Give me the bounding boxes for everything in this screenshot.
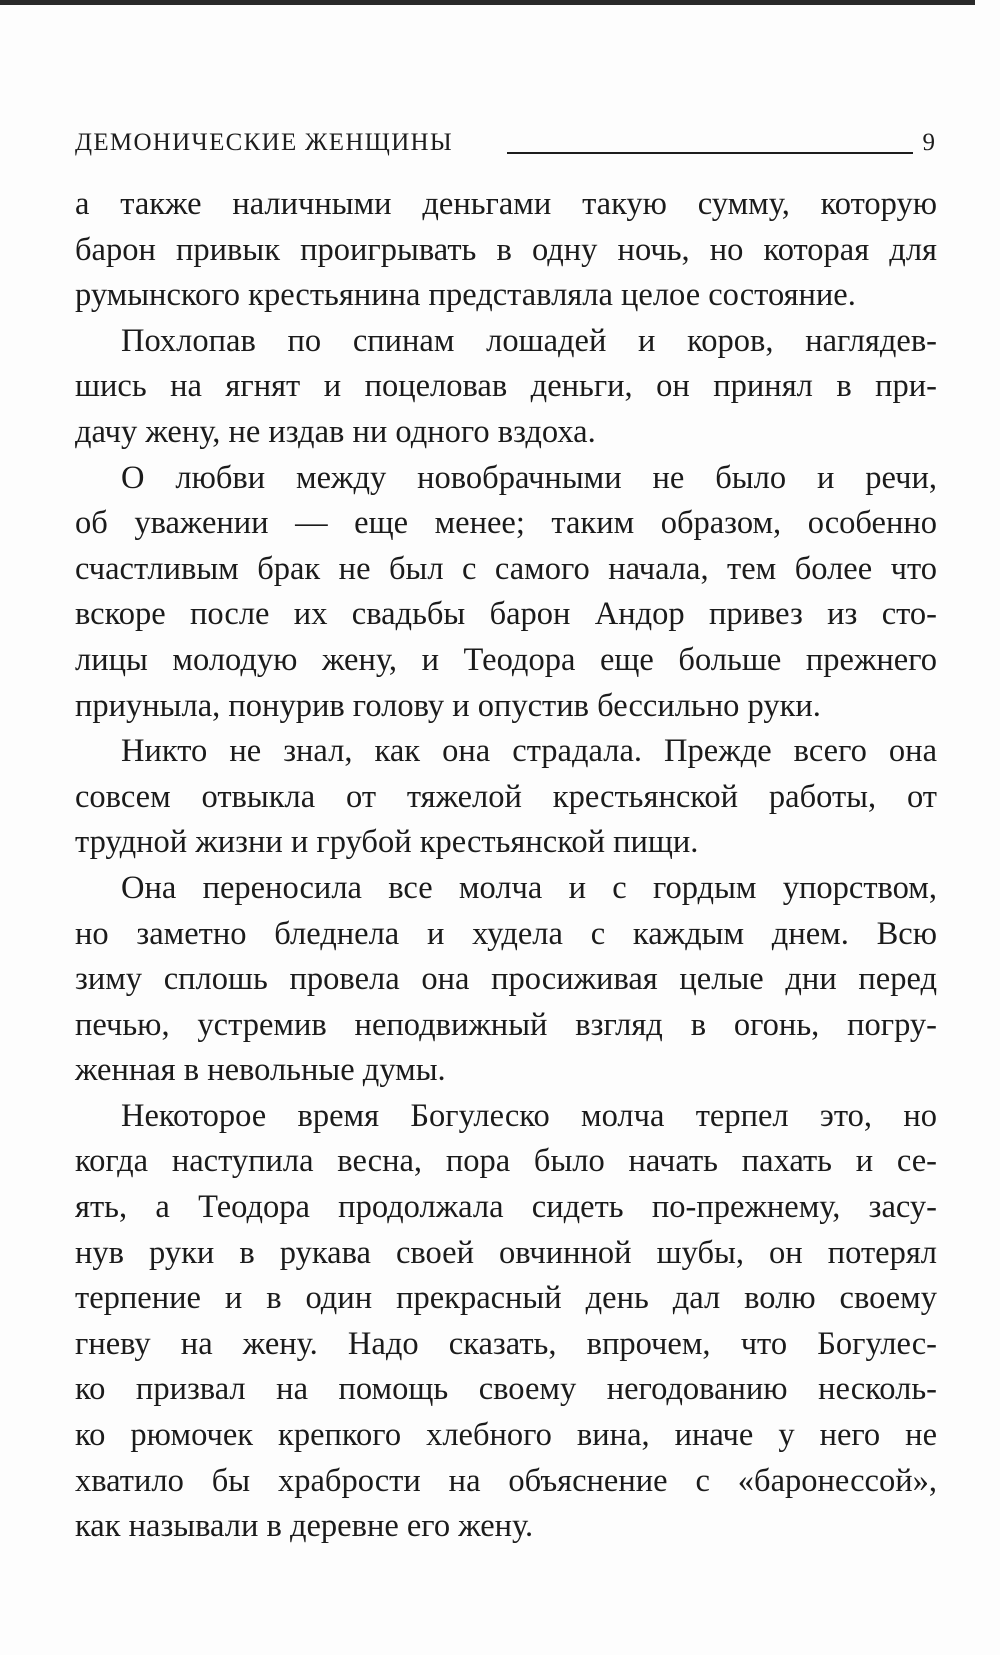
text-line: зиму сплошь провела она просиживая целые дни перед	[75, 961, 937, 998]
text-line: трудной жизни и грубой крестьянской пищи.	[75, 824, 699, 861]
page-top-edge	[0, 0, 975, 5]
paragraph	[75, 729, 937, 866]
paragraph	[75, 182, 937, 319]
text-line: Никто не знал, как она страдала. Прежде всего она	[121, 733, 937, 770]
text-line: Некоторое время Богулеско молча терпел это, но	[121, 1097, 937, 1134]
text-line: ко рюмочек крепкого хлебного вина, иначе у него не	[75, 1417, 937, 1454]
text-line: гневу на жену. Надо сказать, впрочем, что Богулес-	[75, 1325, 937, 1362]
text-line: печью, устремив неподвижный взгляд в огонь, погру-	[75, 1006, 937, 1043]
page-number: 9	[922, 129, 935, 156]
text-line: дачу жену, не издав ни одного вздоха.	[75, 413, 596, 450]
text-line: об уважении — еще менее; таким образом, особенно	[75, 505, 937, 542]
text-line: но заметно бледнела и худела с каждым днем. Всю	[75, 915, 937, 952]
text-line: О любви между новобрачными не было и речи,	[121, 459, 937, 496]
text-line: ко призвал на помощь своему негодованию несколь-	[75, 1371, 937, 1408]
text-line: женная в невольные думы.	[75, 1052, 446, 1089]
text-line: нув руки в рукава своей овчинной шубы, он потерял	[75, 1234, 937, 1271]
header-rule	[507, 152, 913, 154]
paragraph	[75, 866, 937, 1094]
text-line: вскоре после их свадьбы барон Андор привез из сто-	[75, 596, 937, 633]
text-line: румынского крестьянина представляла целое состояние.	[75, 277, 856, 314]
body-text	[75, 182, 937, 1550]
paragraph	[75, 456, 937, 730]
text-line: когда наступила весна, пора было начать пахать и се-	[75, 1143, 937, 1180]
text-line: счастливым брак не был с самого начала, тем более что	[75, 550, 937, 587]
text-line: шись на ягнят и поцеловав деньги, он принял в при-	[75, 368, 937, 405]
text-line: приуныла, понурив голову и опустив бессильно руки.	[75, 687, 821, 724]
text-line: Похлопав по спинам лошадей и коров, наглядев-	[121, 322, 937, 359]
text-line: а также наличными деньгами такую сумму, которую	[75, 186, 937, 222]
text-line: барон привык проигрывать в одну ночь, но которая для	[75, 231, 937, 268]
text-line: как называли в деревне его жену.	[75, 1508, 534, 1545]
text-line: лицы молодую жену, и Теодора еще больше прежнего	[75, 641, 937, 678]
text-line: Она переносила все молча и с гордым упорством,	[121, 869, 937, 906]
text-line: ять, а Теодора продолжала сидеть по-прежнему, засу-	[75, 1189, 937, 1226]
running-title: ДЕМОНИЧЕСКИЕ ЖЕНЩИНЫ	[75, 129, 454, 156]
paragraph	[75, 319, 937, 456]
text-line: совсем отвыкла от тяжелой крестьянской работы, от	[75, 778, 937, 815]
text-line: терпение и в один прекрасный день дал волю своему	[75, 1280, 937, 1317]
paragraph	[75, 1094, 937, 1550]
text-line: хватило бы храбрости на объяснение с «баронессой»,	[75, 1462, 937, 1499]
running-header	[75, 125, 935, 161]
